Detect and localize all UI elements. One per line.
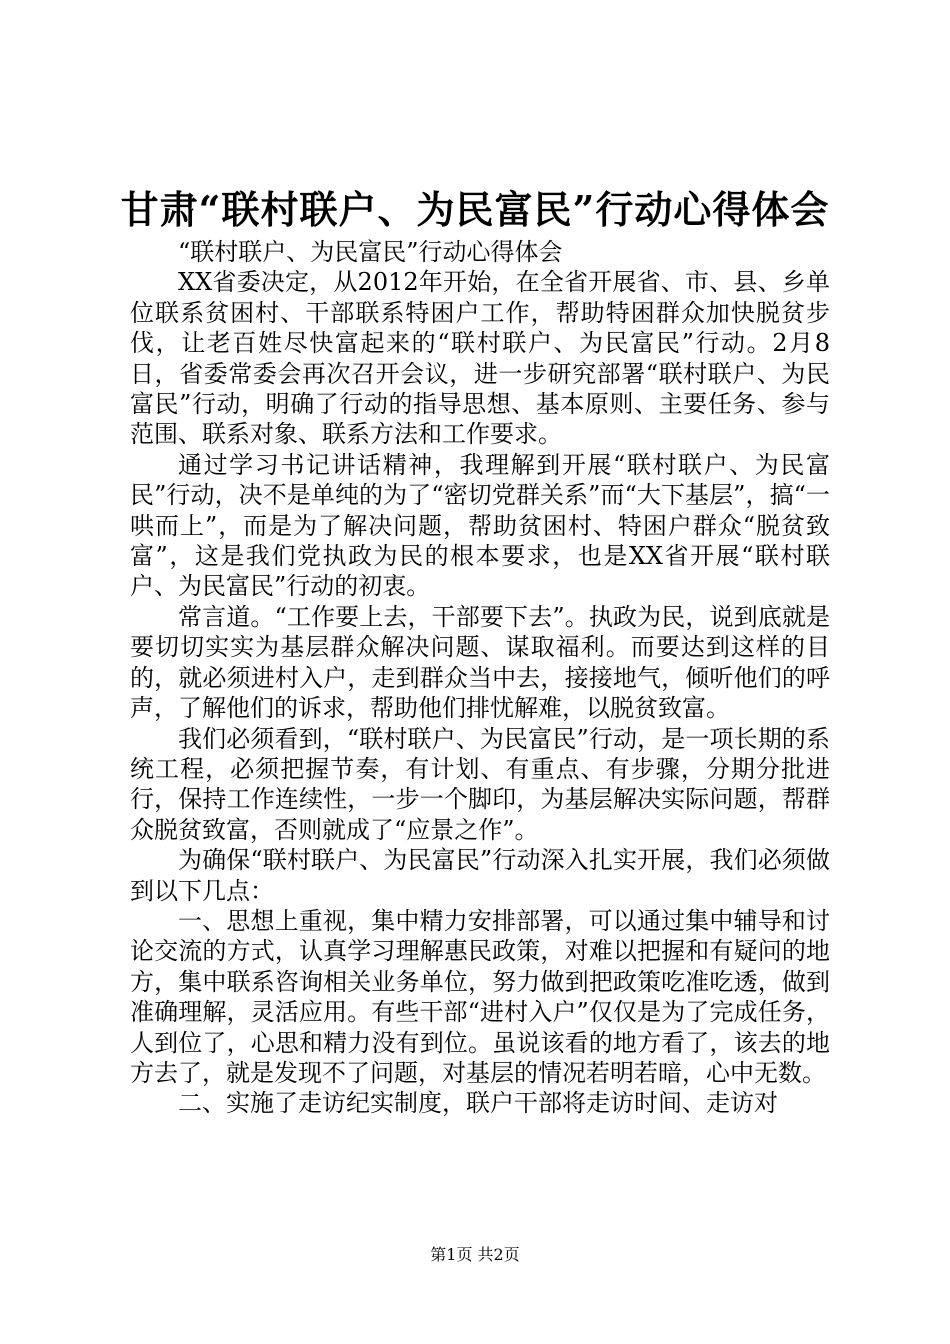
paragraph: 常言道。“工作要上去，干部要下去”。执政为民，说到底就是要切切实实为基层群众解决问题、谋取福利。而要达到这样的目的，就必须进村入户，走到群众当中去，接接地气，倾听他们的呼声，了解他们的诉求，帮助他们排忧解难，以脱贫致富。 [130,602,830,723]
page-footer [0,1244,950,1266]
document-title: 甘肃“联村联户、为民富民”行动心得体会 [120,187,830,232]
page-number-label: 第1页 共2页 [430,1245,520,1264]
paragraph: 我们必须看到，“联村联户、为民富民”行动，是一项长期的系统工程，必须把握节奏，有计划、有重点、有步骤，分期分批进行，保持工作连续性，一步一个脚印，为基层解决实际问题，帮群众脱贫致富，否则就成了“应景之作”。 [130,724,830,844]
paragraph: 二、实施了走访纪实制度，联户干部将走访时间、走访对 [178,1089,778,1118]
document-body [130,237,830,1119]
paragraph: 通过学习书记讲话精神，我理解到开展“联村联户、为民富民”行动，决不是单纯的为了“密切党群关系”而“大下基层”，搞“一哄而上”，而是为了解决问题，帮助贫困村、特困户群众“脱贫致富”，这是我们党执政为民的根本要求，也是XX省开展“联村联户、为民富民”行动的初衷。 [130,450,830,601]
paragraph: 为确保“联村联户、为民富民”行动深入扎实开展，我们必须做到以下几点： [130,846,830,905]
paragraph: XX省委决定，从2012年开始，在全省开展省、市、县、乡单位联系贫困村、干部联系特困户工作，帮助特困群众加快脱贫步伐，让老百姓尽快富起来的“联村联户、为民富民”行动。2月8日，省委常委会再次召开会议，进一步研究部署“联村联户、为民富民”行动，明确了行动的指导思想、基本原则、主要任务、参与范围、联系对象、联系方法和工作要求。 [130,268,830,449]
paragraph: 一、思想上重视，集中精力安排部署，可以通过集中辅导和讨论交流的方式，认真学习理解惠民政策，对难以把握和有疑问的地方，集中联系咨询相关业务单位，努力做到把政策吃准吃透，做到准确理解，灵活应用。有些干部“进村入户”仅仅是为了完成任务，人到位了，心思和精力没有到位。虽说该看的地方看了，该去的地方去了，就是发现不了问题，对基层的情况若明若暗，心中无数。 [130,906,830,1087]
paragraph: “联村联户、为民富民”行动心得体会 [178,238,563,266]
